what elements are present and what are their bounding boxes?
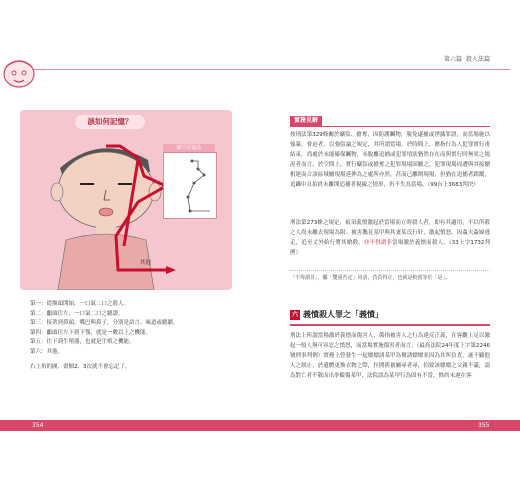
steps-list (30, 300, 230, 357)
page-number-left: 354 (32, 422, 44, 429)
chapter-number: 第六篇 (443, 56, 462, 63)
box-title: 該如何記憶？ (75, 115, 145, 129)
page-number-right: 355 (478, 422, 490, 429)
step-item: 第五：往下到生殖器，也就是生殖之機能。 (30, 339, 135, 345)
step-item: 第三：接著到鼻頭，嘴巴與鼻子，分別是語言、味道或聽聽。 (30, 320, 179, 326)
step-item: 第六：其他。 (30, 348, 64, 355)
step-item: 第二：顱頭往左，一口氣二口之聽證。 (30, 310, 124, 317)
inset-diagram (163, 152, 217, 219)
highlight-text: 亦不得謂非 (363, 240, 393, 246)
case-paragraph-2 (290, 218, 490, 258)
inset-label: 網頁記憶法 (163, 144, 215, 153)
header-rule-right (270, 69, 500, 70)
footer-bar (0, 420, 520, 431)
running-header (440, 54, 490, 63)
section-rule (290, 324, 490, 326)
footnote: 「不得謂非」，屬「雙重否定」用語，負負得正，也就是較當等於「是」。 (290, 270, 490, 281)
arrow-label: 其他 (140, 260, 152, 266)
mascot-icon (0, 57, 38, 91)
case-paragraph-1: 按刑法第329條關於竊盜、搶奪，因防護贓物，脫免逮捕或湮滅罪證，而當場施以強暴、脅迫者，以強盜論之規定，其所謂當場，於時間上，應指行為人犯罪實行甫結束，尚處於未能確保贓物，未脫離追捕或犯罪情狀猶然存在而與實行時無異之場況者而言，於空間上，實行竊盜或搶奪之犯罪現場固屬之，犯罪現場周遭與其接續相連而合該區域屬現場延伸為之處所亦然，甚而已離開現場，但猶在追捕者跟蹤，追躡中且拍終未離開追捕者視線之情形，仍不失為當場。（99台上3683判決） (290, 132, 490, 188)
memory-note: 右上角的圖，畫個2、3次就不會忘記了。 (30, 364, 131, 370)
section-paragraph: 刑法上所謂當場激於義憤而傷害人，係指被害人之行為違反正義，在客觀上足以激起一般人無可容忍之憤怒，而當場實施傷害者而言，（最高法院24年度上字第2246號刑事判例）實務上曾發生一起嫖嫖誘某甲為撥誘嫖嫖並因為其所負責，遂不顧他人之制止，於遺體更換衣物之際，拉開舊被屬尋者尋，招致該嫖嫖之父親不滿，認為對亡者不敬而出拳毆傷某甲，法院認為某甲行為固有不當，惟尚未違在客 (290, 333, 490, 379)
case-tag: 實務見解 (290, 116, 322, 126)
para2-text: 刑法第273條之規定，祇須義憤激起於當場而立時殺人者，即有其適用，不以所殺之人尚未離去現場為限。被害攜見某甲與其妻某氏行奸，激起憤怒，因姦夫姦婦逃走，追至丈外始行將其槍殺， (290, 220, 490, 246)
section-title: 義憤殺人罪之「義憤」 (303, 310, 383, 319)
section-number: 六 (291, 311, 298, 318)
para2-tail: 當場激於義憤而殺人。（33上字1732判例） (290, 240, 490, 256)
chapter-title: 殺人法篇 (465, 56, 490, 63)
case-rule (290, 126, 490, 127)
step-item: 第四：顱頭往左下到下顎，就是一數以上之機能。 (30, 329, 152, 336)
step-item: 第一：從額頭開始，一口氣二口之殺人。 (30, 301, 130, 307)
